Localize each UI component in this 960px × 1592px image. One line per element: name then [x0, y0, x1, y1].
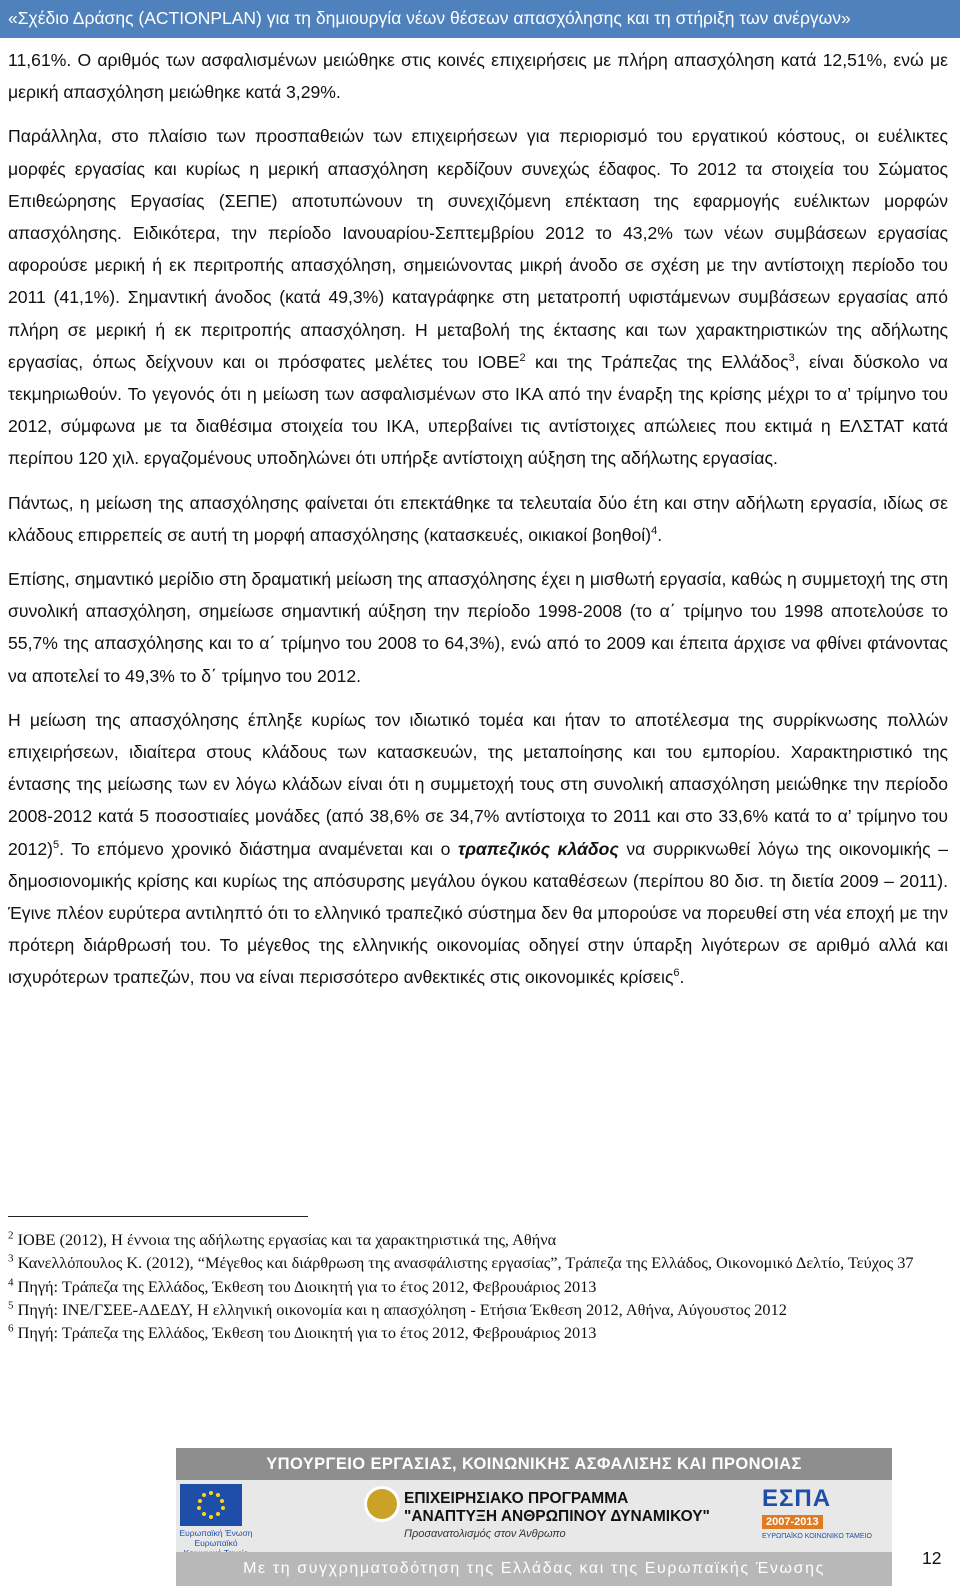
header-title: «Σχέδιο Δράσης (ACTIONPLAN) για τη δημιουργία νέων θέσεων απασχόλησης και τη στήριξη των ανέργων»: [8, 8, 851, 28]
page-header: [0, 0, 960, 38]
paragraph-3: Πάντως, η μείωση της απασχόλησης φαίνεται ότι επεκτάθηκε τα τελευταία δύο έτη και στην αδήλωτη εργασία, ιδίως σε κλάδους επιρρεπείς σε αυτή τη μορφή απασχόλησης (κατασκευές, οικιακοί βοηθοί)$^4$.: [8, 492, 948, 545]
paragraph-4: Επίσης, σημαντικό μερίδιο στη δραματική μείωση της απασχόλησης έχει η μισθωτή εργασία, καθώς η συμμετοχή της στη συνολική απασχόληση, σημείωσε σημαντική αύξηση την περίοδο 1998-2008 (το α΄ τρίμηνο του 1998 αποτελούσε το 55,7% της απασχόλησης και το α΄ τρίμηνο του 2008 το 64,3%), ενώ από το 2009 και έπειτα άρχισε να φθίνει φτάνοντας να αποτελεί το 49,3% το δ΄ τρίμηνο του 2012.: [8, 569, 948, 686]
operational-programme: ΕΠΙΧΕΙΡΗΣΙΑΚΟ ΠΡΟΓΡΑΜΜΑ "ΑΝΑΠΤΥΞΗ ΑΝΘΡΩΠΙΝΟΥ ΔΥΝΑΜΙΚΟΥ" Προσανατολισμός στον Άνθρωπο: [404, 1490, 710, 1540]
ministry-title: ΥΠΟΥΡΓΕΙΟ ΕΡΓΑΣΙΑΣ, ΚΟΙΝΩΝΙΚΗΣ ΑΣΦΑΛΙΣΗΣ ΚΑΙ ΠΡΟΝΟΙΑΣ: [176, 1448, 892, 1480]
paragraph-1: 11,61%. Ο αριθμός των ασφαλισμένων μειώθηκε στις κοινές επιχειρήσεις με πλήρη απασχόληση κατά 12,51%, ενώ με μερική απασχόληση μειώθηκε κατά 3,29%.: [8, 50, 948, 103]
footnote-ref-6[interactable]: 6: [673, 967, 680, 980]
eu-flag-icon: [180, 1484, 242, 1526]
document-body: [8, 44, 948, 1006]
footnote-2: $^2$ ΙΟΒΕ (2012), Η έννοια της αδήλωτης εργασίας και τα χαρακτηριστικά της, Αθήνα: [8, 1229, 557, 1249]
footnote-ref-2[interactable]: 2: [519, 351, 526, 364]
paragraph-2: Παράλληλα, στο πλαίσιο των προσπαθειών των επιχειρήσεων για περιορισμό του εργατικού κόστους, οι ευέλικτες μορφές εργασίας και κυρίως η μερική απασχόληση κερδίζουν συνεχώς έδαφος. Το 2012 τα στοιχεία του Σώματος Επιθεώρησης Εργασίας (ΣΕΠΕ) αποτυπώνουν τη συνεχιζόμενη επέκταση της εφαρμογής ευέλικτων μορφών απασχόλησης. Ειδικότερα, την περίοδο Ιανουαρίου-Σεπτεμβρίου 2012 το 43,2% των νέων συμβάσεων εργασίας αφορούσε μερική ή εκ περιτροπής απασχόληση, σημειώνοντας μικρή άνοδο σε σχέση με την αντίστοιχη περίοδο του 2011 (41,1%). Σημαντική άνοδος (κατά 49,3%) καταγράφηκε στη μετατροπή υφιστάμενων συμβάσεων εργασίας από πλήρη σε μερική ή εκ περιτροπής απασχόληση. Η μεταβολή της έκτασης και των χαρακτηριστικών της αδήλωτης εργασίας, όπως δείχνουν και οι πρόσφατες μελέτες του ΙΟΒΕ$^2$ και της Τράπεζας της Ελλάδος$^3$, είναι δύσκολο να τεκμηριωθούν. Το γεγονός ότι η μείωση των ασφαλισμένων στο ΙΚΑ από την έναρξη της κρίσης μέχρι το α’ τρίμηνο του 2012, σύμφωνα με τα διαθέσιμα στοιχεία του ΙΚΑ, υπερβαίνει τις αντίστοιχες απώλειες που εκτιμά η ΕΛΣΤΑΤ κατά περίπου 120 χιλ. εργαζομένους υποδηλώνει ότι υπήρξε αντίστοιχη αύξηση της αδήλωτης εργασίας.: [8, 126, 948, 469]
footnote-3: $^3$ Κανελλόπουλος Κ. (2012), “Μέγεθος και διάρθρωση της ανασφάλιστης εργασίας”, Τράπεζα της Ελλάδος, Οικονομικό Δελτίο, Τεύχος 37: [8, 1252, 914, 1273]
paragraph-5: Η μείωση της απασχόλησης έπληξε κυρίως τον ιδιωτικό τομέα και ήταν το αποτέλεσμα της συρρίκνωσης πολλών επιχειρήσεων, ιδιαίτερα στους κλάδους των κατασκευών, της μεταποίησης και του εμπορίου. Χαρακτηριστικό της έντασης της μείωσης των εν λόγω κλάδων είναι ότι η συμμετοχή τους στη συνολική απασχόληση μειώθηκε την περίοδο 2008-2012 κατά 5 ποσοστιαίες μονάδες (από 38,6% σε 34,7% αντίστοιχα το 2011 και στο 33,6% κατά το α’ τρίμηνο του 2012)$^5$. Το επόμενο χρονικό διάστημα αναμένεται και ο τραπεζικός κλάδος να συρρικνωθεί λόγω της οικονομικής – δημοσιονομικής κρίσης και κυρίως της απόσυρσης μεγάλου όγκου καταθέσεων (περίπου 80 δισ. τη διετία 2009 – 2011). Έγινε πλέον ευρύτερα αντιληπτό ότι το ελληνικό τραπεζικό σύστημα δεν θα μπορούσε να πορευθεί στη νέα εποχή με την πρότερη διάρθρωσή του. Το μέγεθος της ελληνικής οικονομίας οδηγεί στην ύπαρξη λιγότερων σε αριθμό αλλά και ισχυρότερων τραπεζών, που να είναι περισσότερο ανθεκτικές στις οικονομικές κρίσεις$^6$.: [8, 709, 948, 988]
footnote-5: $^5$ Πηγή: ΙΝΕ/ΓΣΕΕ-ΑΔΕΔΥ, Η ελληνική οικονομία και η απασχόληση - Ετήσια Έκθεση 2012, Αθήνα, Αύγουστος 2012: [8, 1299, 787, 1319]
espa-logo: ΕΣΠΑ 2007-2013 ΕΥΡΩΠΑΪΚΟ ΚΟΙΝΩΝΙΚΟ ΤΑΜΕΙΟ: [762, 1485, 872, 1540]
footnote-separator: [8, 1216, 308, 1217]
footnote-ref-3[interactable]: 3: [788, 351, 795, 364]
programme-logo-icon: [364, 1486, 400, 1522]
funding-banner: [176, 1448, 892, 1586]
footnote-ref-4[interactable]: 4: [651, 524, 658, 537]
footnote-4: $^4$ Πηγή: Τράπεζα της Ελλάδος, Έκθεση του Διοικητή για το έτος 2012, Φεβρουάριος 2013: [8, 1276, 597, 1296]
footnotes: [8, 1228, 948, 1344]
footnote-6: $^6$ Πηγή: Τράπεζα της Ελλάδος, Έκθεση του Διοικητή για το έτος 2012, Φεβρουάριος 2013: [8, 1322, 597, 1343]
page-number: 12: [922, 1548, 942, 1568]
eu-caption: Ευρωπαϊκή Ένωση Ευρωπαϊκό: [179, 1528, 253, 1548]
emphasis-banking-sector: τραπεζικός κλάδος: [458, 838, 619, 859]
cofinancing-note: Με τη συγχρηματοδότηση της Ελλάδας και της Ευρωπαϊκής Ένωσης: [176, 1552, 892, 1586]
footnote-ref-5[interactable]: 5: [53, 838, 60, 851]
